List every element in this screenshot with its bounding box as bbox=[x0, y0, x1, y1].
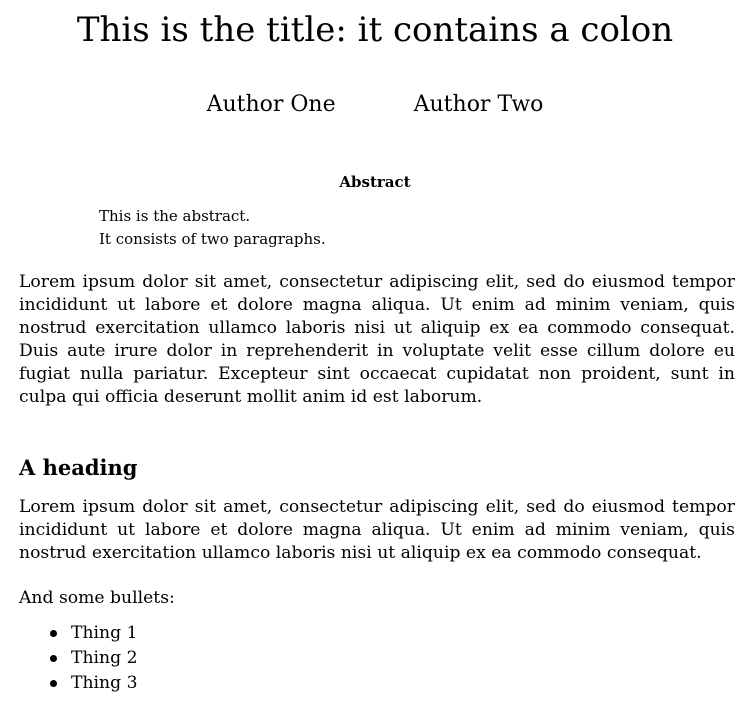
body-paragraph-1: Lorem ipsum dolor sit amet, consectetur adipiscing elit, sed do eiusmod tempor incididunt ut labore et dolore magna aliqua. Ut enim ad minim veniam, quis nostrud exercitation ullamco laboris nisi ut aliquip ex ea commodo consequat. Duis aute irure dolor in reprehenderit in voluptate velit esse cillum dolore eu fugiat nulla pariatur. Excepteur sint occaecat cupidatat non proident, sunt in culpa qui officia deserunt mollit anim id est laborum. bbox=[19, 272, 735, 407]
bullet-list bbox=[44, 621, 138, 696]
body-paragraph-2: Lorem ipsum dolor sit amet, consectetur adipiscing elit, sed do eiusmod tempor incididunt ut labore et dolore magna aliqua. Ut enim ad minim veniam, quis nostrud exercitation ullamco laboris nisi ut aliquip ex ea commodo consequat. bbox=[19, 497, 735, 563]
abstract-body bbox=[99, 205, 659, 251]
bullet-item bbox=[44, 621, 138, 646]
bullet-item bbox=[44, 646, 138, 671]
bullet-dot-icon bbox=[50, 680, 57, 687]
author-list bbox=[0, 90, 750, 120]
abstract-paragraph: It consists of two paragraphs. bbox=[99, 230, 326, 248]
author-two: Author Two bbox=[413, 92, 544, 117]
section-heading: A heading bbox=[19, 455, 138, 480]
bullet-item bbox=[44, 671, 138, 696]
abstract-paragraph: This is the abstract. bbox=[99, 207, 251, 225]
document-title: This is the title: it contains a colon bbox=[76, 10, 674, 50]
bullets-intro: And some bullets: bbox=[19, 588, 175, 608]
author-one: Author One bbox=[206, 92, 336, 117]
bullet-item-text: Thing 1 bbox=[71, 623, 138, 643]
bullet-item-text: Thing 2 bbox=[71, 648, 138, 668]
bullet-dot-icon bbox=[50, 655, 57, 662]
abstract-heading: Abstract bbox=[339, 173, 411, 191]
bullet-dot-icon bbox=[50, 630, 57, 637]
bullet-item-text: Thing 3 bbox=[71, 673, 138, 693]
